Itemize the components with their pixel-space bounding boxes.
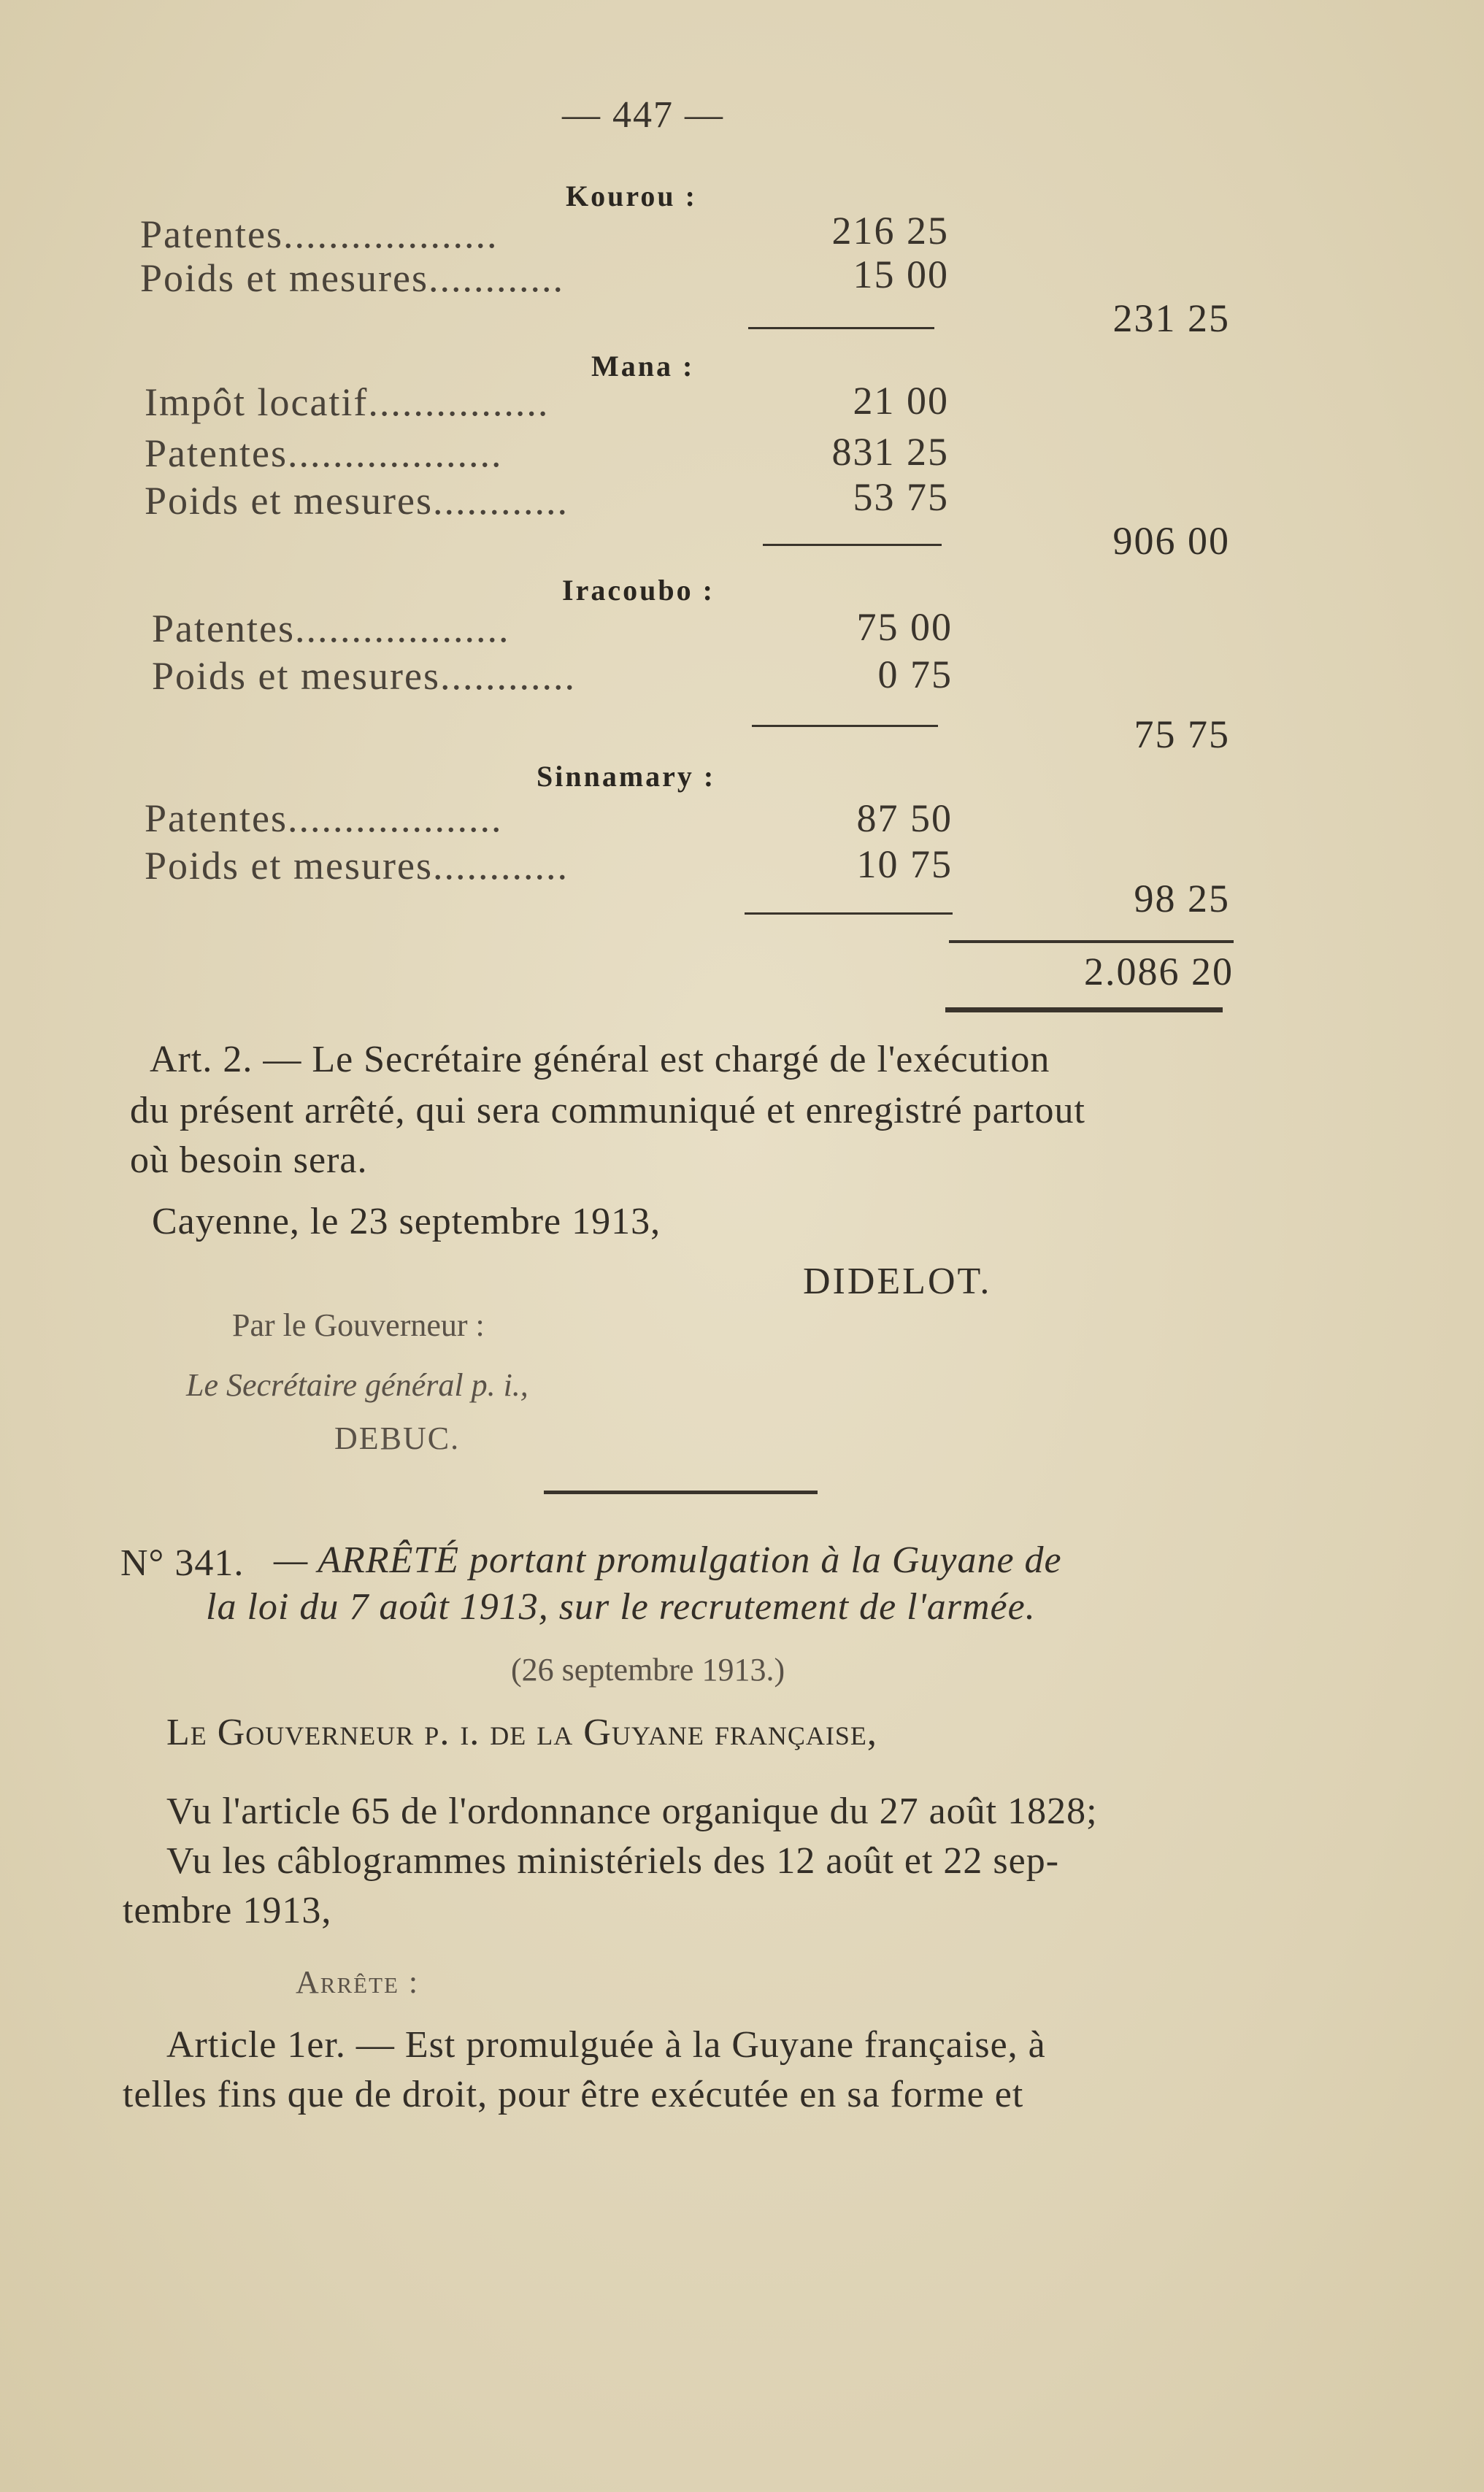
- decree-number: N° 341.: [120, 1542, 245, 1584]
- section-subtotal: 231 25: [1112, 296, 1230, 340]
- art2-line3: où besoin sera.: [130, 1139, 368, 1181]
- signature: DIDELOT.: [803, 1261, 992, 1302]
- item-label: Impôt locatif................: [145, 380, 550, 424]
- grand-total: 2.086 20: [1084, 950, 1234, 993]
- item-label: Poids et mesures............: [145, 479, 569, 523]
- section-heading-mana: Mana :: [591, 350, 695, 382]
- item-label: Poids et mesures............: [140, 256, 564, 300]
- vu-line2: Vu les câblogrammes ministériels des 12 août et 22 sep-: [166, 1840, 1060, 1882]
- item-amount: 75 00: [856, 605, 953, 649]
- section-subtotal: 98 25: [1134, 877, 1230, 920]
- item-label: Poids et mesures............: [145, 844, 569, 888]
- section-heading-kourou: Kourou :: [566, 180, 697, 212]
- subtotal-rule: [763, 544, 942, 546]
- item-label: Patentes...................: [140, 212, 499, 256]
- section-separator: [544, 1491, 818, 1494]
- item-amount: 87 50: [856, 796, 953, 840]
- decree-title-line2: la loi du 7 août 1913, sur le recrutement de l'armée.: [206, 1586, 1036, 1628]
- item-label: Patentes...................: [145, 431, 503, 475]
- gouverneur-line: Le Gouverneur p. i. de la Guyane française,: [166, 1712, 877, 1753]
- item-amount: 831 25: [831, 430, 949, 474]
- item-amount: 216 25: [831, 209, 949, 253]
- article1-line2: telles fins que de droit, pour être exécutée en sa forme et: [123, 2074, 1024, 2115]
- decree-date: (26 septembre 1913.): [511, 1652, 785, 1688]
- item-amount: 53 75: [853, 475, 949, 519]
- item-amount: 0 75: [877, 653, 953, 696]
- vu-line3: tembre 1913,: [123, 1890, 332, 1931]
- section-heading-sinnamary: Sinnamary :: [537, 760, 716, 793]
- arrete-heading: Arrête :: [296, 1964, 420, 2000]
- art2-line1: Art. 2. — Le Secrétaire général est chargé de l'exécution: [150, 1039, 1050, 1080]
- decree-title-line1: — ARRÊTÉ portant promulgation à la Guyane de: [274, 1539, 1062, 1581]
- total-rule-bottom: [945, 1007, 1223, 1012]
- date-line: Cayenne, le 23 septembre 1913,: [152, 1201, 661, 1242]
- debuc-signature: DEBUC.: [334, 1420, 461, 1456]
- section-subtotal: 906 00: [1112, 519, 1230, 563]
- subtotal-rule: [745, 912, 953, 915]
- item-label: Patentes...................: [145, 796, 503, 840]
- par-le-gouverneur: Par le Gouverneur :: [232, 1307, 485, 1343]
- vu-line1: Vu l'article 65 de l'ordonnance organique du 27 août 1828;: [166, 1791, 1098, 1832]
- art2-line2: du présent arrêté, qui sera communiqué et enregistré partout: [130, 1090, 1085, 1131]
- item-amount: 21 00: [853, 379, 949, 423]
- subtotal-rule: [752, 725, 938, 727]
- secretaire-line: Le Secrétaire général p. i.,: [186, 1367, 528, 1403]
- total-rule-top: [949, 940, 1234, 943]
- item-label: Patentes...................: [152, 607, 510, 650]
- section-heading-iracoubo: Iracoubo :: [562, 574, 715, 607]
- item-amount: 15 00: [853, 253, 949, 296]
- subtotal-rule: [748, 327, 934, 329]
- article1-line1: Article 1er. — Est promulguée à la Guyane française, à: [166, 2024, 1046, 2066]
- item-amount: 10 75: [856, 842, 953, 886]
- item-label: Poids et mesures............: [152, 654, 576, 698]
- page-number: — 447 —: [562, 94, 724, 136]
- section-subtotal: 75 75: [1134, 712, 1230, 756]
